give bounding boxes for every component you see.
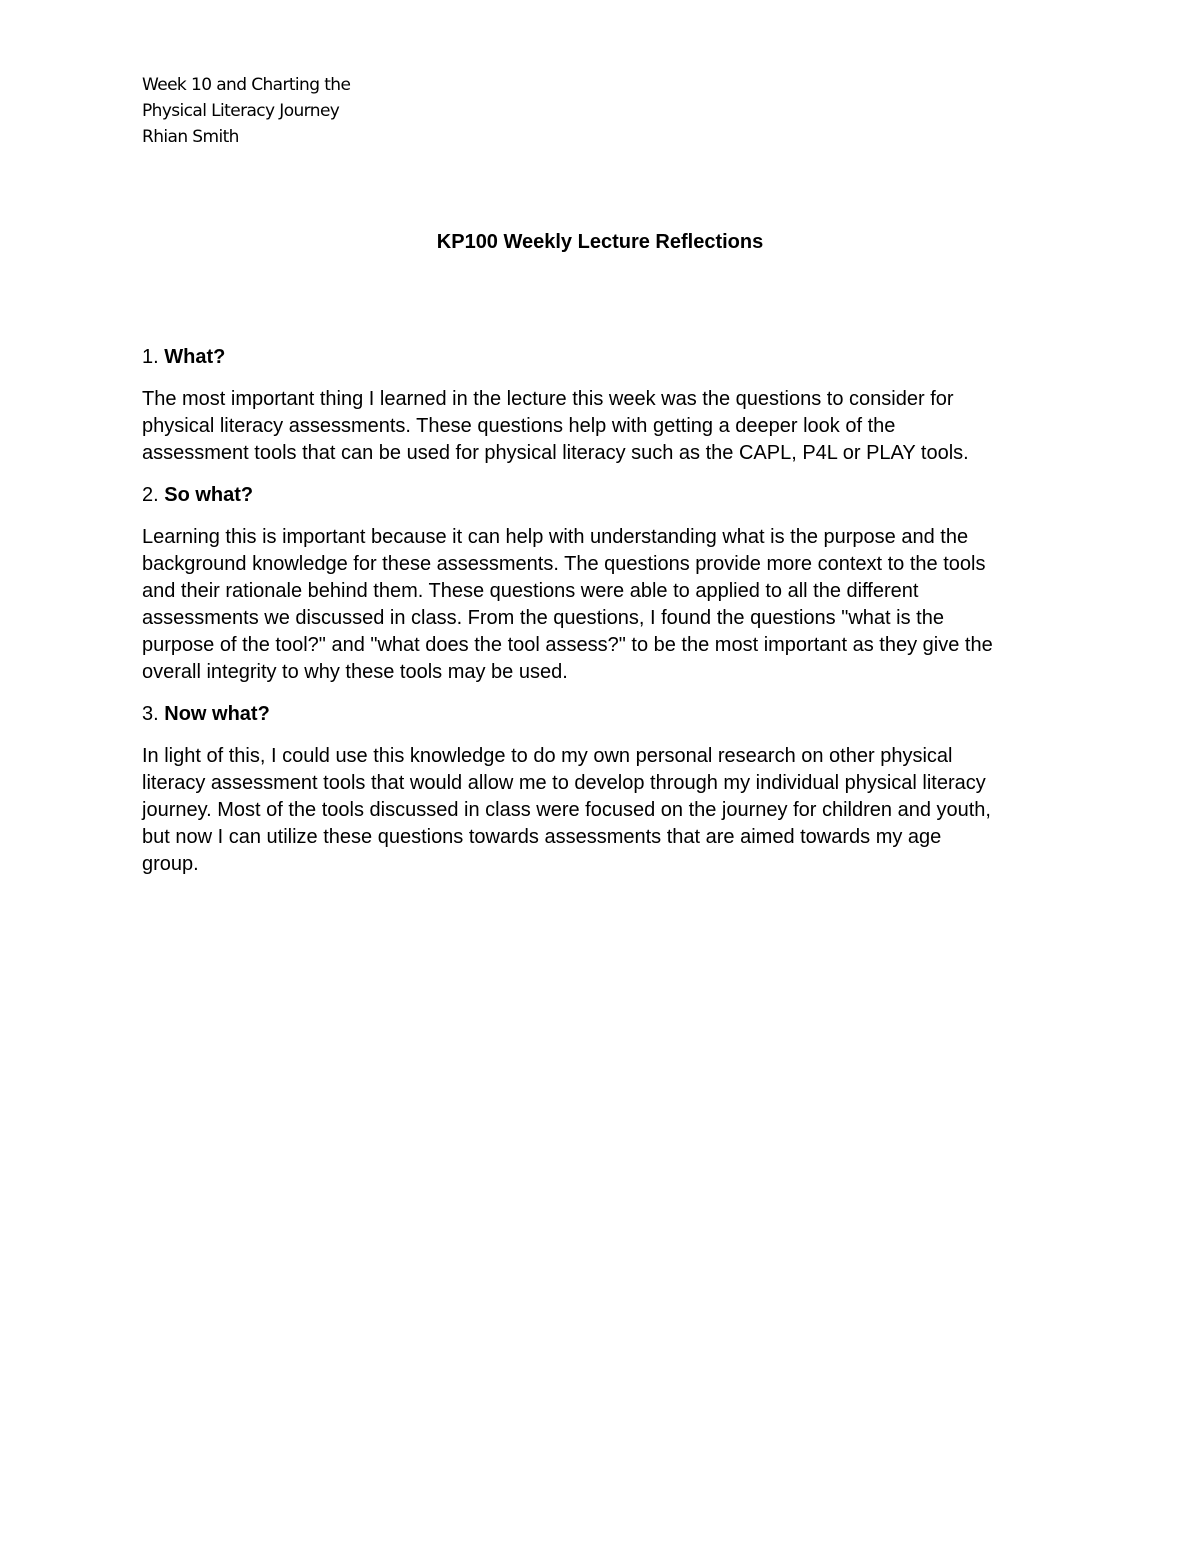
paragraph-line: The most important thing I learned in the lecture this week was the questions to consider for — [142, 388, 954, 410]
document-title: KP100 Weekly Lecture Reflections — [436, 231, 764, 253]
section-number: 3. — [142, 703, 165, 725]
paragraph-line: literacy assessment tools that would allow me to develop through my individual physical literacy — [142, 772, 986, 794]
paragraph-line: In light of this, I could use this knowledge to do my own personal research on other physical — [142, 745, 953, 767]
paragraph-line: and their rationale behind them. These questions were able to applied to all the different — [142, 580, 919, 602]
paragraph-line: Learning this is important because it can help with understanding what is the purpose and the — [142, 526, 969, 548]
section-number: 1. — [142, 346, 165, 368]
paragraph-line: physical literacy assessments. These questions help with getting a deeper look of the — [142, 415, 896, 437]
section-heading-what — [142, 344, 1072, 371]
paragraph-line: purpose of the tool?" and "what does the tool assess?" to be the most important as they give the — [142, 634, 993, 656]
paragraph-line: overall integrity to why these tools may be used. — [142, 661, 568, 683]
paragraph-line: assessment tools that can be used for physical literacy such as the CAPL, P4L or PLAY tools. — [142, 442, 969, 464]
section-paragraph-now-what — [142, 743, 1072, 878]
document-body — [142, 344, 1072, 893]
section-number: 2. — [142, 484, 165, 506]
section-heading-so-what — [142, 482, 1072, 509]
section-paragraph-so-what — [142, 524, 1072, 686]
section-heading-now-what — [142, 701, 1072, 728]
paragraph-line: but now I can utilize these questions towards assessments that are aimed towards my age — [142, 826, 942, 848]
header-line-author: Rhian Smith — [142, 127, 239, 147]
section-question: So what? — [164, 484, 254, 506]
header-line-course: Week 10 and Charting the — [142, 75, 351, 95]
paragraph-line: group. — [142, 853, 199, 875]
section-question: What? — [164, 346, 226, 368]
paragraph-line: assessments we discussed in class. From the questions, I found the questions "what is the — [142, 607, 944, 629]
paragraph-line: background knowledge for these assessments. The questions provide more context to the tools — [142, 553, 986, 575]
section-paragraph-what — [142, 386, 1072, 467]
paragraph-line: journey. Most of the tools discussed in class were focused on the journey for children and youth, — [142, 799, 991, 821]
header-line-topic: Physical Literacy Journey — [142, 101, 340, 121]
section-question: Now what? — [164, 703, 270, 725]
document-header — [142, 72, 350, 150]
